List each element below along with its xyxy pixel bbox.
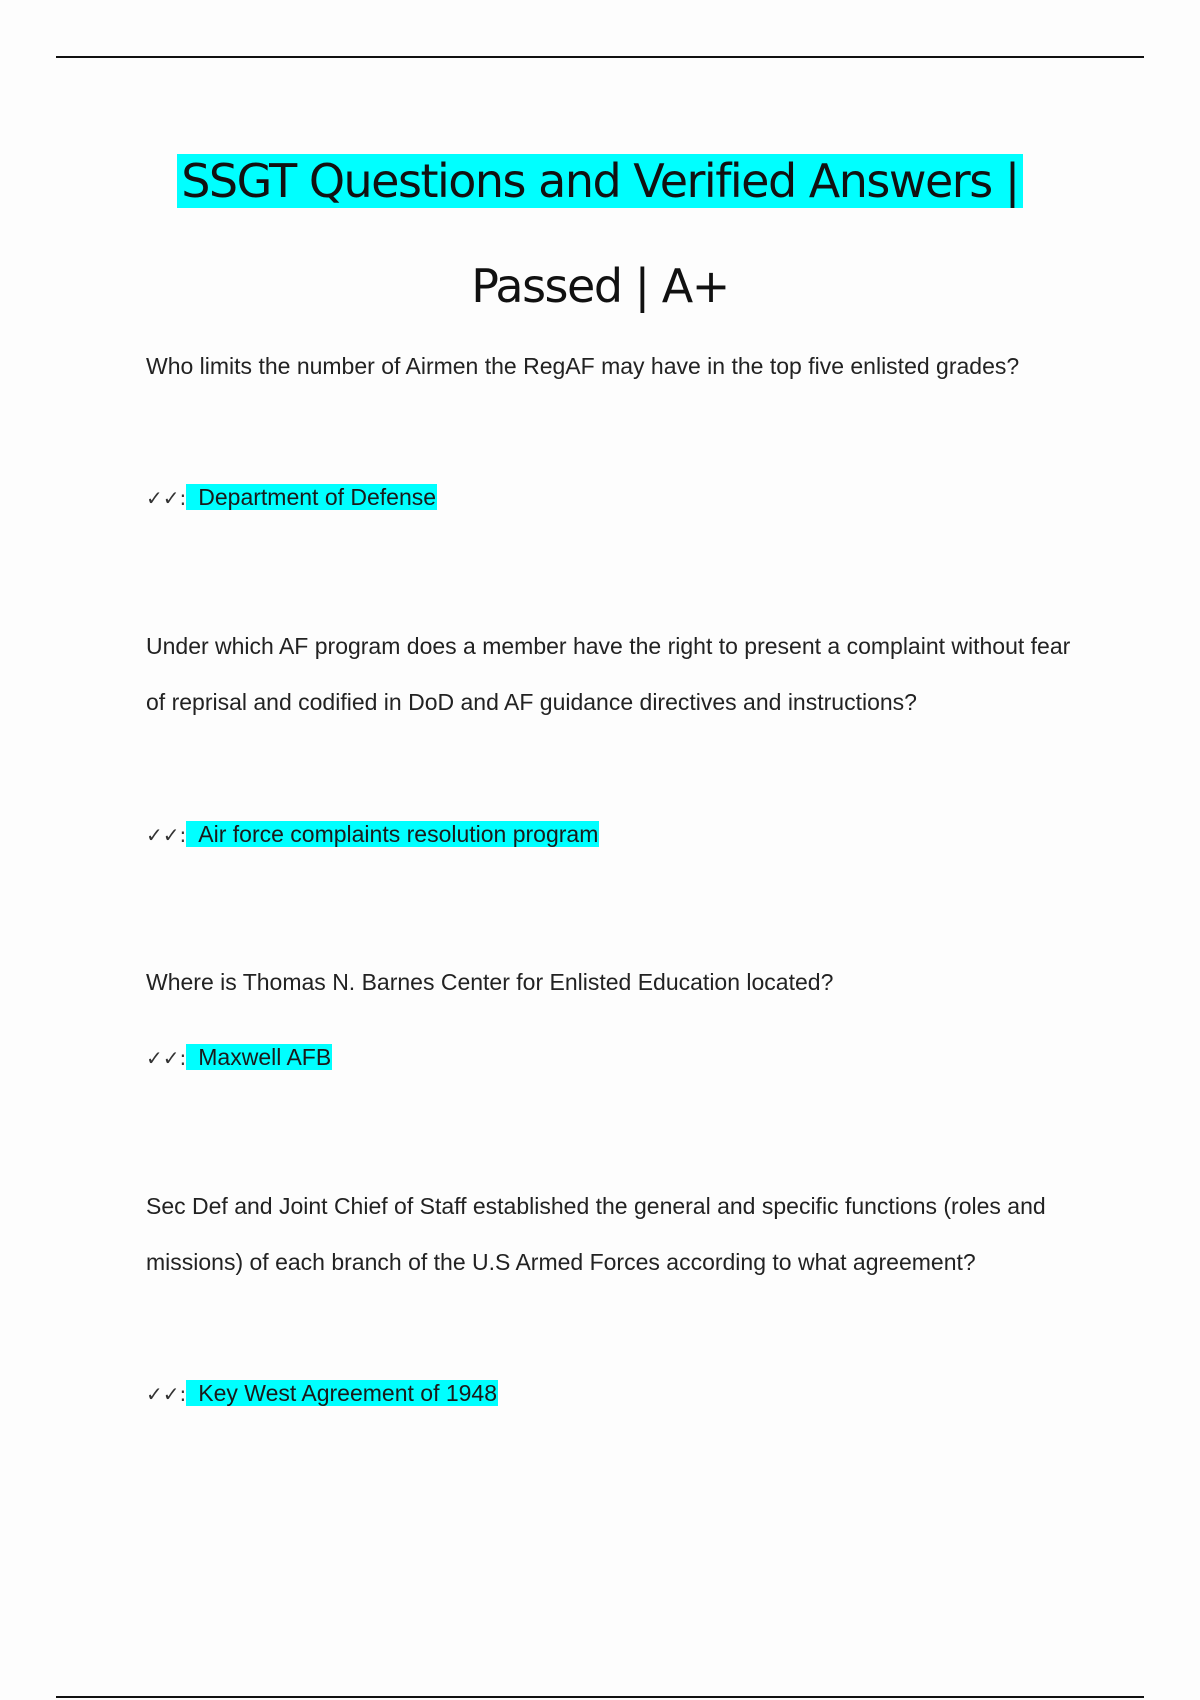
answer-4 — [146, 1376, 498, 1411]
answer-2 — [146, 817, 599, 852]
answer-1 — [146, 480, 437, 515]
check-marker-icon: ✓✓: — [146, 1382, 187, 1406]
answer-3 — [146, 1040, 332, 1075]
title-highlight: SSGT Questions and Verified Answers | — [177, 154, 1023, 208]
check-marker-icon: ✓✓: — [146, 1046, 187, 1070]
answer-text: Maxwell AFB — [186, 1044, 332, 1070]
document-title-line-1 — [0, 146, 1200, 216]
question-1: Who limits the number of Airmen the RegAF may have in the top five enlisted grades? — [146, 353, 1020, 379]
bottom-rule — [56, 1696, 1144, 1698]
document-title-line-2: Passed | A+ — [471, 259, 729, 313]
check-marker-icon: ✓✓: — [146, 486, 187, 510]
answer-text: Key West Agreement of 1948 — [186, 1380, 498, 1406]
check-marker-icon: ✓✓: — [146, 823, 187, 847]
answer-text: Air force complaints resolution program — [186, 821, 599, 847]
answer-text: Department of Defense — [186, 484, 437, 510]
top-rule — [56, 56, 1144, 58]
question-3: Where is Thomas N. Barnes Center for Enlisted Education located? — [146, 969, 834, 995]
question-4: Sec Def and Joint Chief of Staff established the general and specific functions (roles and missions) of each branch of the U.S Armed Forces according to what agreement? — [146, 1193, 1046, 1275]
question-2: Under which AF program does a member have the right to present a complaint without fear of reprisal and codified in DoD and AF guidance directives and instructions? — [146, 633, 1071, 715]
